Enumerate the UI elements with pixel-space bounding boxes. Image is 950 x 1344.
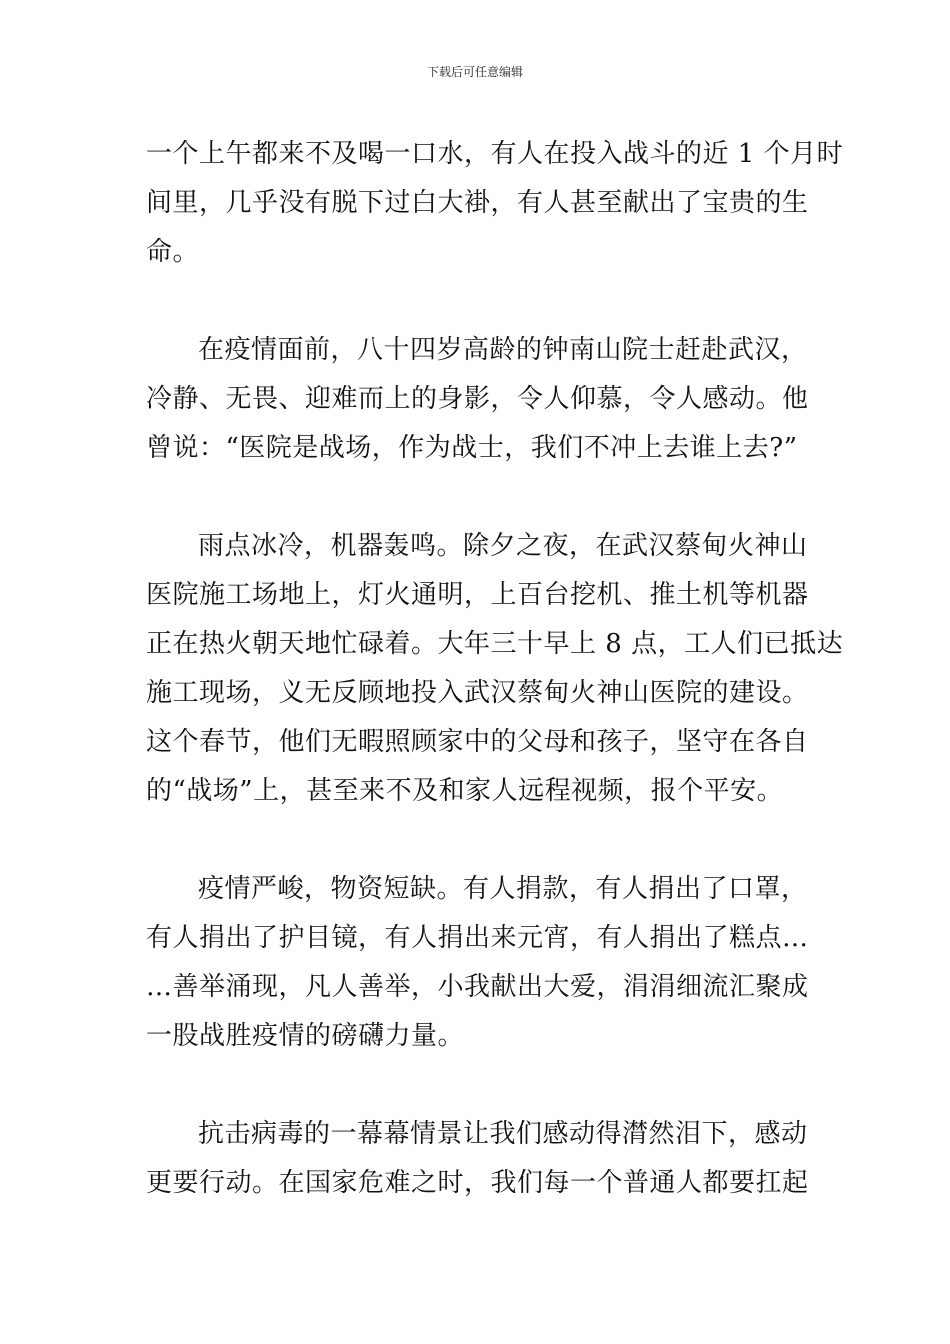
text-line: 间里，几乎没有脱下过白大褂，有人甚至献出了宝贵的生 — [146, 188, 809, 218]
text-line: 冷静、无畏、迎难而上的身影，令人仰慕，令人感动。他 — [146, 384, 809, 414]
paragraph-2 — [146, 326, 808, 473]
text-line: 抗击病毒的一幕幕情景让我们感动得潸然泪下，感动 — [198, 1119, 808, 1149]
text-line: 一股战胜疫情的磅礴力量。 — [146, 1021, 465, 1051]
text-line: 在疫情面前，八十四岁高龄的钟南山院士赶赴武汉， — [198, 335, 808, 365]
text-line: 有人捐出了护目镜，有人捐出来元宵，有人捐出了糕点… — [146, 923, 809, 953]
paragraph-spacer — [146, 473, 808, 522]
text-line: 正在热火朝天地忙碌着。大年三十早上 8 点，工人们已抵达 — [146, 629, 844, 659]
paragraph-spacer — [146, 1061, 808, 1110]
document-body — [146, 130, 844, 1208]
text-line: 命。 — [146, 237, 200, 267]
text-line: …善举涌现，凡人善举，小我献出大爱，涓涓细流汇聚成 — [146, 972, 809, 1002]
text-line: 雨点冰冷，机器轰鸣。除夕之夜，在武汉蔡甸火神山 — [198, 531, 808, 561]
paragraph-spacer — [146, 816, 808, 865]
paragraph-5 — [146, 1110, 808, 1208]
paragraph-1 — [146, 130, 844, 277]
text-line: 曾说：“医院是战场，作为战士，我们不冲上去谁上去?” — [146, 433, 798, 463]
page-header: 下载后可任意编辑 — [426, 65, 523, 79]
text-line: 这个春节，他们无暇照顾家中的父母和孩子，坚守在各自 — [146, 727, 809, 757]
paragraph-spacer — [146, 277, 808, 326]
text-line: 医院施工场地上，灯火通明，上百台挖机、推土机等机器 — [146, 580, 809, 610]
text-line: 的“战场”上，甚至来不及和家人远程视频，报个平安。 — [146, 776, 784, 806]
text-line: 一个上午都来不及喝一口水，有人在投入战斗的近 1 个月时 — [146, 139, 844, 169]
text-line: 更要行动。在国家危难之时，我们每一个普通人都要扛起 — [146, 1168, 809, 1198]
paragraph-4 — [146, 865, 808, 1061]
text-line: 施工现场，义无反顾地投入武汉蔡甸火神山医院的建设。 — [146, 678, 809, 708]
paragraph-3 — [146, 522, 844, 816]
text-line: 疫情严峻，物资短缺。有人捐款，有人捐出了口罩， — [198, 874, 808, 904]
